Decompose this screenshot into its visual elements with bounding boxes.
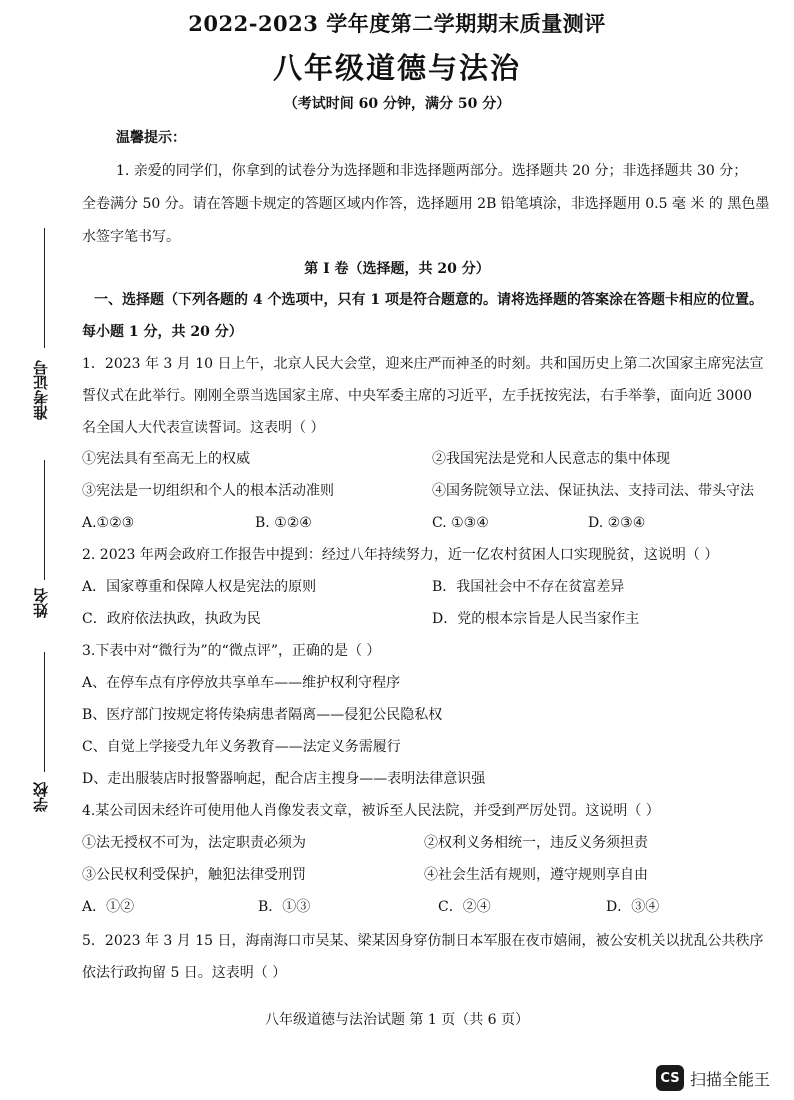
- scanner-logo-icon: CS: [656, 1065, 684, 1091]
- q2-option-d: D．党的根本宗旨是人民当家作主: [432, 611, 640, 627]
- instructions-line2: 每小题 1 分，共 20 分）: [82, 324, 243, 340]
- q1-statement-2: ②我国宪法是党和人民意志的集中体现: [432, 451, 670, 467]
- q3-option-c: C、自觉上学接受九年义务教育——法定义务需履行: [82, 739, 401, 755]
- q5-stem-1: 5．2023 年 3 月 15 日，海南海口市吴某、梁某因身穿仿制日本军服在夜市嬉闹，被公安机关以扰乱公共秩序: [82, 933, 764, 949]
- q4-statement-4: ④社会生活有规则，遵守规则享自由: [424, 867, 648, 883]
- q2-option-c: C．政府依法执政，执政为民: [82, 611, 261, 627]
- side-line-exam-id: [44, 228, 45, 348]
- exam-title-subject: 八年级道德与法治: [272, 51, 521, 85]
- q1-stem-3: 名全国人大代表宣读誓词。这表明（ ）: [82, 420, 325, 436]
- q4-statement-1: ①法无授权不可为，法定职责必须为: [82, 835, 306, 851]
- q4-option-a: A．①②: [82, 899, 135, 915]
- notice-label: 温馨提示：: [116, 130, 186, 146]
- q1-option-a: A.①②③: [82, 515, 135, 531]
- q1-option-d: D. ②③④: [588, 515, 646, 531]
- q4-option-c: C．②④: [438, 899, 491, 915]
- q1-statement-4: ④国务院领导立法、保证执法、支持司法、带头守法: [432, 483, 754, 499]
- side-label-exam-id: 准考证号: [32, 360, 50, 420]
- q1-option-b: B. ①②④: [255, 515, 312, 531]
- section-title: 第 I 卷（选择题，共 20 分）: [304, 261, 490, 277]
- q2-option-a: A．国家尊重和保障人权是宪法的原则: [82, 579, 317, 595]
- scanner-watermark: [656, 1063, 786, 1093]
- q1-stem-1: 1．2023 年 3 月 10 日上午，北京人民大会堂，迎来庄严而神圣的时刻。共和国历史上第二次国家主席宪法宣: [82, 356, 764, 372]
- q2-option-b: B．我国社会中不存在贫富差异: [432, 579, 625, 595]
- q4-statement-3: ③公民权利受保护，触犯法律受刑罚: [82, 867, 306, 883]
- q2-stem: 2. 2023 年两会政府工作报告中提到：经过八年持续努力，近一亿农村贫困人口实现脱贫，这说明（ ）: [82, 547, 719, 563]
- q1-option-c: C. ①③④: [432, 515, 489, 531]
- exam-title-line1: 2022-2023 学年度第二学期期末质量测评: [188, 11, 606, 36]
- q1-stem-2: 誓仪式在此举行。刚刚全票当选国家主席、中央军委主席的习近平，左手抚按宪法，右手举拳，面向近 3000: [82, 388, 753, 404]
- q4-stem: 4.某公司因未经许可使用他人肖像发表文章，被诉至人民法院，并受到严厉处罚。这说明（ ）: [82, 803, 660, 819]
- side-line-name: [44, 460, 45, 580]
- instructions-line1: 一、选择题（下列各题的 4 个选项中，只有 1 项是符合题意的。请将选择题的答案涂在答题卡相应的位置。: [94, 292, 763, 308]
- side-label-school: 学校: [32, 782, 50, 812]
- q3-stem: 3.下表中对“微行为”的“微点评”，正确的是（ ）: [82, 643, 381, 659]
- q4-option-d: D．③④: [606, 899, 660, 915]
- side-label-name: 姓名: [32, 588, 50, 618]
- q4-statement-2: ②权利义务相统一，违反义务须担责: [424, 835, 648, 851]
- notice-line1: 1. 亲爱的同学们，你拿到的试卷分为选择题和非选择题两部分。选择题共 20 分；非选择题共 30 分；: [116, 163, 748, 179]
- q4-option-b: B．①③: [258, 899, 311, 915]
- q3-option-d: D、走出服装店时报警器响起，配合店主搜身——表明法律意识强: [82, 771, 486, 787]
- q5-stem-2: 依法行政拘留 5 日。这表明（ ）: [82, 965, 287, 981]
- q3-option-a: A、在停车点有序停放共享单车——维护权利守程序: [82, 675, 401, 691]
- scanner-brand-text: 扫描全能王: [690, 1069, 771, 1089]
- notice-line2: 全卷满分 50 分。请在答题卡规定的答题区域内作答，选择题用 2B 铅笔填涂，非选择题用 0.5 毫 米 的 黑色墨: [82, 196, 770, 212]
- exam-time-note: （考试时间 60 分钟，满分 50 分）: [283, 96, 511, 112]
- q1-statement-3: ③宪法是一切组织和个人的根本活动准则: [82, 483, 334, 499]
- q3-option-b: B、医疗部门按规定将传染病患者隔离——侵犯公民隐私权: [82, 707, 443, 723]
- q1-statement-1: ①宪法具有至高无上的权威: [82, 451, 250, 467]
- notice-line3: 水签字笔书写。: [82, 229, 180, 245]
- side-line-school: [44, 652, 45, 772]
- page-footer: 八年级道德与法治试题 第 1 页（共 6 页）: [264, 1012, 530, 1028]
